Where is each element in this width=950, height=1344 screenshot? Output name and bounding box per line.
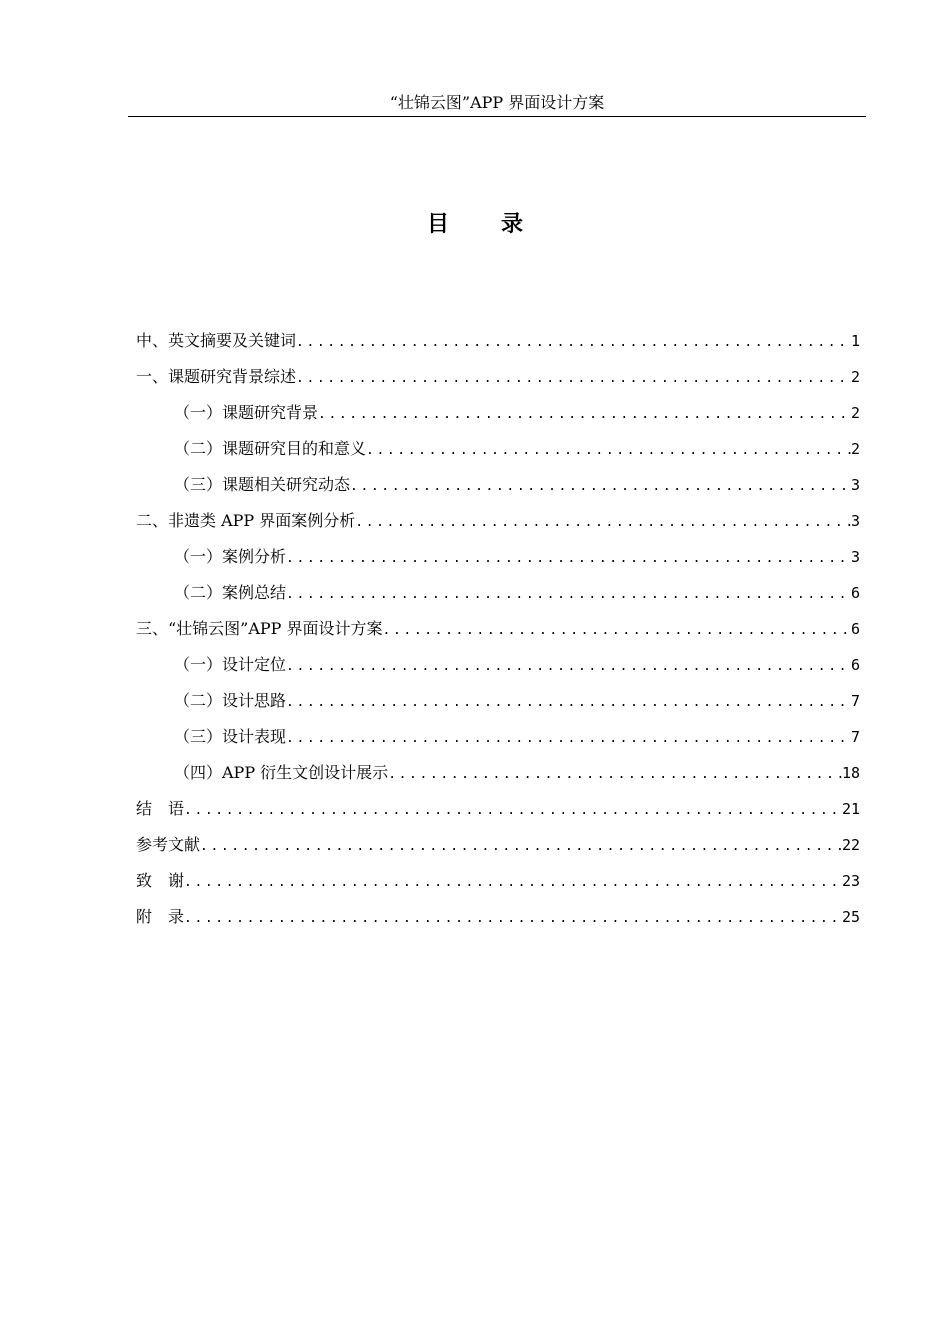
toc-entry-text: 附 录 (136, 907, 185, 926)
toc-entry-chapter-2[interactable] (136, 508, 860, 544)
toc-title-char-2: 录 (501, 212, 524, 237)
toc-entry-section-2-2[interactable] (136, 580, 860, 616)
toc-entry-text: （一）课题研究背景 (174, 403, 319, 422)
toc-title (0, 210, 950, 240)
toc-dot-leader (383, 618, 851, 644)
toc-entry-text: 三、“壮锦云图”APP 界面设计方案 (136, 619, 383, 638)
toc-dot-leader (286, 690, 851, 716)
toc-entry-conclusion[interactable] (136, 796, 860, 832)
toc-dot-leader (296, 366, 851, 392)
toc-entry-text: （三）设计表现 (174, 727, 287, 746)
toc-entry-section-3-1[interactable] (136, 652, 860, 688)
toc-entry-section-3-3[interactable] (136, 724, 860, 760)
toc-entry-text: （一）案例分析 (174, 547, 287, 566)
toc-dot-leader (184, 870, 842, 896)
toc-dot-leader (355, 510, 851, 536)
toc-entry-abstract[interactable] (136, 328, 860, 364)
toc-entry-section-1-2[interactable] (136, 436, 860, 472)
toc-entry-page: 2 (850, 404, 860, 422)
toc-entry-page: 25 (841, 908, 860, 926)
toc-entry-page: 21 (841, 800, 860, 818)
toc-dot-leader (286, 582, 851, 608)
toc-entry-text: （二）案例总结 (174, 583, 287, 602)
header-title: “壮锦云图”APP 界面设计方案 (389, 93, 605, 112)
toc-dot-leader (200, 834, 842, 860)
toc-entry-section-1-1[interactable] (136, 400, 860, 436)
toc-entry-text: 参考文献 (136, 835, 201, 854)
toc-entry-page: 2 (850, 368, 860, 386)
toc-entry-text: 一、课题研究背景综述 (136, 367, 297, 386)
toc-entry-page: 6 (850, 620, 860, 638)
toc-entry-text: （二）课题研究目的和意义 (174, 439, 367, 458)
toc-entry-page: 23 (841, 872, 860, 890)
toc-entry-text: （一）设计定位 (174, 655, 287, 674)
toc-entry-page: 2 (850, 440, 860, 458)
page-header (128, 92, 866, 117)
toc-entry-references[interactable] (136, 832, 860, 868)
toc-entry-page: 22 (841, 836, 860, 854)
toc-entry-page: 7 (850, 728, 860, 746)
toc-entry-page: 7 (850, 692, 860, 710)
toc-dot-leader (286, 546, 851, 572)
toc-entry-section-1-3[interactable] (136, 472, 860, 508)
toc-entry-page: 18 (841, 764, 860, 782)
toc-dot-leader (350, 474, 851, 500)
toc-title-char-1: 目 (426, 212, 449, 237)
toc-dot-leader (286, 654, 851, 680)
toc-entry-page: 6 (850, 584, 860, 602)
toc-entry-acknowledgements[interactable] (136, 868, 860, 904)
toc-entry-text: 二、非遗类 APP 界面案例分析 (136, 511, 356, 530)
toc-dot-leader (366, 438, 851, 464)
toc-entry-section-3-4[interactable] (136, 760, 860, 796)
toc-dot-leader (184, 906, 842, 932)
toc-dot-leader (184, 798, 842, 824)
toc-entry-text: （二）设计思路 (174, 691, 287, 710)
toc-dot-leader (318, 402, 851, 428)
toc-entry-text: 致 谢 (136, 871, 185, 890)
toc-entry-page: 3 (850, 548, 860, 566)
toc-dot-leader (388, 762, 842, 788)
toc-entry-text: （四）APP 衍生文创设计展示 (174, 763, 389, 782)
toc-entry-text: （三）课题相关研究动态 (174, 475, 351, 494)
toc-entry-section-3-2[interactable] (136, 688, 860, 724)
toc-entry-page: 3 (850, 512, 860, 530)
table-of-contents (136, 328, 860, 940)
toc-dot-leader (286, 726, 851, 752)
toc-entry-section-2-1[interactable] (136, 544, 860, 580)
toc-entry-page: 6 (850, 656, 860, 674)
toc-entry-chapter-3[interactable] (136, 616, 860, 652)
toc-entry-appendix[interactable] (136, 904, 860, 940)
toc-dot-leader (296, 330, 851, 356)
toc-entry-text: 结 语 (136, 799, 185, 818)
toc-entry-text: 中、英文摘要及关键词 (136, 331, 297, 350)
toc-entry-chapter-1[interactable] (136, 364, 860, 400)
toc-entry-page: 1 (850, 332, 860, 350)
toc-entry-page: 3 (850, 476, 860, 494)
